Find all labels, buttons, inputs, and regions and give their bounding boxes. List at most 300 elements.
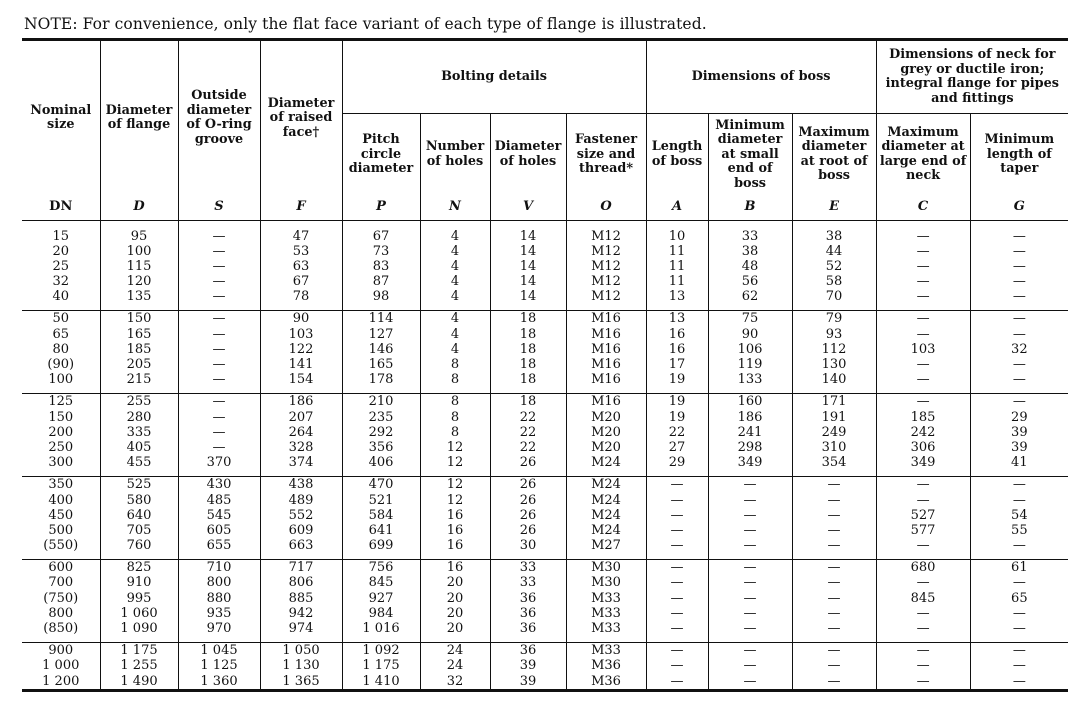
- cell-value: 114: [368, 311, 394, 327]
- cell-value: 705: [126, 522, 152, 538]
- cell-value: 55: [1011, 522, 1028, 538]
- cell-value: 140: [821, 372, 847, 388]
- cell-value: 14: [519, 228, 537, 244]
- cell-value: —: [212, 274, 226, 290]
- cell-value: M24: [591, 477, 621, 493]
- cell-value: 438: [288, 477, 314, 493]
- cell-value: 942: [288, 605, 314, 621]
- cell-value: —: [212, 289, 226, 305]
- cell-value: 800: [48, 605, 74, 621]
- cell-c: [876, 394, 970, 477]
- cell-dn: [22, 643, 100, 691]
- cell-value: M16: [591, 372, 621, 388]
- cell-value: —: [916, 311, 930, 327]
- cell-value: 122: [288, 341, 314, 357]
- cell-value: 699: [368, 538, 394, 554]
- cell-value: 12: [446, 492, 464, 508]
- cell-value: M12: [591, 274, 621, 290]
- cell-value: 18: [519, 394, 537, 410]
- cell-value: 405: [126, 439, 152, 455]
- cell-value: 640: [126, 507, 152, 523]
- cell-value: —: [212, 228, 226, 244]
- cell-value: 115: [126, 258, 152, 274]
- header-min-length-taper: Minimum length of taper: [970, 114, 1068, 196]
- symbol-p: P: [342, 196, 420, 221]
- cell-value: 22: [519, 424, 537, 440]
- cell-value: 185: [126, 341, 152, 357]
- cell-value: 16: [446, 560, 464, 576]
- header-fastener-size: Fastener size and thread*: [566, 114, 646, 196]
- cell-value: 825: [126, 560, 152, 576]
- cell-value: 935: [206, 605, 232, 621]
- cell-value: 1 360: [200, 673, 238, 689]
- cell-value: —: [212, 372, 226, 388]
- cell-value: 150: [48, 409, 74, 425]
- cell-value: 806: [288, 575, 314, 591]
- cell-value: —: [827, 575, 841, 591]
- cell-value: —: [1012, 311, 1026, 327]
- cell-value: 242: [910, 424, 936, 440]
- cell-value: M24: [591, 507, 621, 523]
- cell-value: 250: [48, 439, 74, 455]
- cell-value: 1 365: [282, 673, 320, 689]
- cell-value: —: [1012, 258, 1026, 274]
- header-min-diameter-small-end: Minimum diameter at small end of boss: [708, 114, 792, 196]
- cell-b: [708, 477, 792, 560]
- cell-d: [100, 643, 178, 691]
- cell-p: [342, 311, 420, 394]
- cell-v: [490, 220, 566, 311]
- cell-value: 1 255: [120, 658, 158, 674]
- cell-value: —: [743, 575, 757, 591]
- cell-value: (750): [43, 590, 79, 606]
- cell-value: 80: [52, 341, 70, 357]
- cell-value: 22: [519, 409, 537, 425]
- header-pitch-circle: Pitch circle diameter: [342, 114, 420, 196]
- symbol-o: O: [566, 196, 646, 221]
- cell-value: 32: [446, 673, 464, 689]
- cell-value: 280: [126, 409, 152, 425]
- cell-value: 67: [292, 274, 310, 290]
- header-raised-face: Diameter of raised face†: [260, 40, 342, 196]
- cell-v: [490, 311, 566, 394]
- cell-value: 33: [519, 560, 537, 576]
- cell-value: 103: [288, 326, 314, 342]
- cell-value: —: [916, 394, 930, 410]
- cell-value: 146: [368, 341, 394, 357]
- cell-value: 22: [519, 439, 537, 455]
- cell-value: —: [743, 522, 757, 538]
- cell-value: —: [212, 326, 226, 342]
- cell-value: 70: [825, 289, 843, 305]
- cell-value: M33: [591, 590, 621, 606]
- cell-value: 11: [668, 243, 686, 259]
- cell-a: [646, 643, 708, 691]
- table-row: [22, 311, 1068, 394]
- cell-g: [970, 311, 1068, 394]
- cell-value: —: [1012, 492, 1026, 508]
- cell-value: —: [827, 590, 841, 606]
- header-nominal-size: Nominal size: [30, 102, 92, 133]
- cell-value: 17: [668, 357, 686, 372]
- cell-value: 970: [206, 621, 232, 636]
- cell-a: [646, 394, 708, 477]
- cell-value: 26: [519, 507, 537, 523]
- cell-value: —: [212, 439, 226, 455]
- cell-value: 38: [825, 228, 843, 244]
- cell-dn: [22, 477, 100, 560]
- cell-value: 48: [741, 258, 759, 274]
- header-oring-groove: Outside diameter of O-ring groove: [178, 40, 260, 196]
- cell-value: —: [743, 643, 757, 659]
- cell-value: 4: [450, 243, 460, 259]
- cell-value: 527: [910, 507, 936, 523]
- cell-value: 160: [737, 394, 763, 410]
- cell-value: —: [1012, 326, 1026, 342]
- cell-value: 700: [48, 575, 74, 591]
- cell-value: —: [916, 228, 930, 244]
- cell-s: [178, 220, 260, 311]
- cell-value: 65: [52, 326, 70, 342]
- cell-c: [876, 220, 970, 311]
- cell-value: 141: [288, 357, 314, 372]
- cell-p: [342, 643, 420, 691]
- table-row: [22, 643, 1068, 691]
- cell-value: 1 092: [362, 643, 400, 659]
- cell-value: 406: [368, 455, 394, 471]
- cell-dn: [22, 311, 100, 394]
- cell-value: 14: [519, 258, 537, 274]
- cell-value: 1 000: [42, 658, 80, 674]
- cell-value: 98: [372, 289, 390, 305]
- cell-value: —: [916, 289, 930, 305]
- cell-value: 29: [668, 455, 686, 471]
- cell-v: [490, 560, 566, 643]
- cell-value: —: [670, 507, 684, 523]
- cell-v: [490, 394, 566, 477]
- cell-value: 11: [668, 258, 686, 274]
- cell-value: 374: [288, 455, 314, 471]
- cell-value: —: [670, 560, 684, 576]
- cell-value: M36: [591, 673, 621, 689]
- symbol-e: E: [792, 196, 876, 221]
- cell-value: 18: [519, 372, 537, 388]
- cell-o: [566, 560, 646, 643]
- cell-value: 710: [206, 560, 232, 576]
- cell-value: 100: [48, 372, 74, 388]
- cell-value: 16: [668, 326, 686, 342]
- cell-value: 106: [737, 341, 763, 357]
- cell-value: 370: [206, 455, 232, 471]
- cell-value: 125: [48, 394, 74, 410]
- cell-value: 470: [368, 477, 394, 493]
- cell-value: 300: [48, 455, 74, 471]
- cell-a: [646, 311, 708, 394]
- cell-o: [566, 220, 646, 311]
- cell-g: [970, 643, 1068, 691]
- cell-d: [100, 394, 178, 477]
- cell-value: 485: [206, 492, 232, 508]
- cell-value: 79: [825, 311, 843, 327]
- cell-value: —: [212, 357, 226, 372]
- cell-value: M33: [591, 643, 621, 659]
- cell-value: 78: [292, 289, 310, 305]
- cell-g: [970, 560, 1068, 643]
- cell-value: 845: [368, 575, 394, 591]
- cell-value: 335: [126, 424, 152, 440]
- cell-value: 26: [519, 477, 537, 493]
- symbol-d: D: [100, 196, 178, 221]
- cell-value: (850): [43, 621, 79, 636]
- cell-value: 56: [741, 274, 759, 290]
- cell-s: [178, 394, 260, 477]
- cell-value: 112: [821, 341, 847, 357]
- cell-value: 1 200: [42, 673, 80, 689]
- cell-value: 354: [821, 455, 847, 471]
- cell-d: [100, 220, 178, 311]
- cell-value: (90): [47, 357, 75, 372]
- cell-value: 32: [52, 274, 70, 290]
- cell-p: [342, 477, 420, 560]
- cell-o: [566, 394, 646, 477]
- cell-value: 95: [130, 228, 148, 244]
- cell-value: 605: [206, 522, 232, 538]
- cell-value: 12: [446, 439, 464, 455]
- cell-f: [260, 220, 342, 311]
- cell-value: 20: [446, 605, 464, 621]
- cell-value: 54: [1011, 507, 1028, 523]
- cell-value: 1 130: [282, 658, 320, 674]
- cell-value: M16: [591, 341, 621, 357]
- cell-value: M12: [591, 243, 621, 259]
- cell-value: —: [1012, 605, 1026, 621]
- cell-d: [100, 477, 178, 560]
- cell-value: —: [1012, 289, 1026, 305]
- cell-value: 4: [450, 274, 460, 290]
- cell-value: 4: [450, 341, 460, 357]
- cell-value: —: [1012, 673, 1026, 689]
- cell-value: 185: [910, 409, 936, 425]
- symbol-v: V: [490, 196, 566, 221]
- cell-f: [260, 643, 342, 691]
- symbol-n: N: [420, 196, 490, 221]
- cell-value: 39: [519, 673, 537, 689]
- cell-value: 25: [52, 258, 70, 274]
- cell-value: —: [1012, 243, 1026, 259]
- cell-value: 165: [368, 357, 394, 372]
- cell-value: 984: [368, 605, 394, 621]
- cell-d: [100, 560, 178, 643]
- cell-value: M24: [591, 455, 621, 471]
- cell-value: 191: [821, 409, 847, 425]
- cell-n: [420, 394, 490, 477]
- cell-value: 36: [519, 621, 537, 636]
- cell-value: 154: [288, 372, 314, 388]
- cell-value: 61: [1011, 560, 1028, 576]
- cell-value: 62: [741, 289, 759, 305]
- cell-value: M20: [591, 409, 621, 425]
- cell-value: 67: [372, 228, 390, 244]
- cell-value: 18: [519, 326, 537, 342]
- cell-value: 880: [206, 590, 232, 606]
- cell-value: —: [670, 658, 684, 674]
- cell-value: 87: [372, 274, 390, 290]
- cell-value: 16: [446, 522, 464, 538]
- cell-value: —: [827, 560, 841, 576]
- cell-value: 680: [910, 560, 936, 576]
- cell-a: [646, 560, 708, 643]
- cell-value: —: [1012, 372, 1026, 388]
- cell-value: 19: [668, 409, 686, 425]
- cell-value: 130: [821, 357, 847, 372]
- cell-value: 20: [446, 621, 464, 636]
- cell-value: 663: [288, 538, 314, 554]
- cell-value: 63: [292, 258, 310, 274]
- cell-value: 298: [737, 439, 763, 455]
- cell-b: [708, 560, 792, 643]
- cell-value: 13: [668, 311, 686, 327]
- cell-value: 580: [126, 492, 152, 508]
- cell-value: 120: [126, 274, 152, 290]
- cell-value: 241: [737, 424, 763, 440]
- cell-value: —: [670, 643, 684, 659]
- header-max-diameter-large-end: Maximum diameter at large end of neck: [876, 114, 970, 196]
- symbol-s: S: [178, 196, 260, 221]
- cell-value: —: [916, 274, 930, 290]
- cell-value: 36: [519, 605, 537, 621]
- cell-value: M12: [591, 289, 621, 305]
- cell-value: 16: [446, 507, 464, 523]
- cell-value: 27: [668, 439, 686, 455]
- cell-value: 974: [288, 621, 314, 636]
- cell-value: —: [1012, 538, 1026, 554]
- cell-value: —: [827, 522, 841, 538]
- cell-value: 50: [52, 311, 70, 327]
- symbol-f: F: [260, 196, 342, 221]
- cell-n: [420, 643, 490, 691]
- cell-value: 995: [126, 590, 152, 606]
- cell-value: —: [916, 673, 930, 689]
- table-row: [22, 220, 1068, 311]
- cell-value: 39: [1011, 439, 1028, 455]
- cell-value: 885: [288, 590, 314, 606]
- cell-value: M16: [591, 326, 621, 342]
- cell-value: 292: [368, 424, 394, 440]
- cell-value: 255: [126, 394, 152, 410]
- cell-value: M20: [591, 424, 621, 440]
- cell-value: M16: [591, 394, 621, 410]
- cell-value: —: [827, 492, 841, 508]
- cell-value: —: [212, 424, 226, 440]
- cell-e: [792, 311, 876, 394]
- cell-e: [792, 394, 876, 477]
- cell-value: —: [212, 258, 226, 274]
- cell-e: [792, 643, 876, 691]
- cell-value: —: [670, 492, 684, 508]
- cell-value: 127: [368, 326, 394, 342]
- cell-value: 33: [519, 575, 537, 591]
- cell-value: 73: [372, 243, 390, 259]
- flange-dimensions-table: [22, 38, 1068, 692]
- cell-value: 1 045: [200, 643, 238, 659]
- cell-value: —: [827, 605, 841, 621]
- cell-value: 39: [519, 658, 537, 674]
- header-length-of-boss: Length of boss: [646, 114, 708, 196]
- symbol-g: G: [970, 196, 1068, 221]
- cell-b: [708, 220, 792, 311]
- cell-value: 655: [206, 538, 232, 554]
- cell-value: —: [916, 605, 930, 621]
- cell-value: 18: [519, 357, 537, 372]
- cell-value: —: [916, 243, 930, 259]
- cell-value: —: [827, 621, 841, 636]
- cell-value: 577: [910, 522, 936, 538]
- cell-value: (550): [43, 538, 79, 554]
- cell-value: —: [827, 673, 841, 689]
- cell-value: —: [916, 643, 930, 659]
- cell-value: 756: [368, 560, 394, 576]
- cell-value: —: [212, 409, 226, 425]
- cell-value: —: [670, 477, 684, 493]
- cell-value: M12: [591, 228, 621, 244]
- cell-value: 83: [372, 258, 390, 274]
- cell-value: 38: [741, 243, 759, 259]
- cell-b: [708, 311, 792, 394]
- cell-value: 24: [446, 643, 464, 659]
- cell-value: 150: [126, 311, 152, 327]
- cell-value: 90: [292, 311, 310, 327]
- symbol-dn: DN: [22, 196, 100, 221]
- cell-value: 93: [825, 326, 843, 342]
- cell-b: [708, 643, 792, 691]
- cell-value: —: [916, 621, 930, 636]
- cell-value: —: [1012, 575, 1026, 591]
- cell-value: —: [743, 621, 757, 636]
- cell-value: 24: [446, 658, 464, 674]
- cell-value: 545: [206, 507, 232, 523]
- cell-value: 186: [288, 394, 314, 410]
- cell-f: [260, 394, 342, 477]
- cell-value: —: [916, 538, 930, 554]
- cell-value: 1 090: [120, 621, 158, 636]
- cell-value: —: [670, 575, 684, 591]
- cell-value: 1 175: [120, 643, 158, 659]
- symbol-b: B: [708, 196, 792, 221]
- cell-value: 8: [450, 409, 460, 425]
- cell-value: 4: [450, 289, 460, 305]
- cell-f: [260, 477, 342, 560]
- cell-dn: [22, 220, 100, 311]
- cell-value: M30: [591, 560, 621, 576]
- cell-value: —: [1012, 643, 1026, 659]
- cell-value: 186: [737, 409, 763, 425]
- header-dimensions-of-neck: Dimensions of neck for grey or ductile iron; integral flange for pipes and fittings: [876, 40, 1068, 114]
- cell-value: 215: [126, 372, 152, 388]
- cell-value: 430: [206, 477, 232, 493]
- cell-o: [566, 477, 646, 560]
- symbol-a: A: [646, 196, 708, 221]
- cell-value: 65: [1011, 590, 1028, 606]
- cell-value: 32: [1011, 341, 1028, 357]
- cell-value: 910: [126, 575, 152, 591]
- cell-value: 600: [48, 560, 74, 576]
- cell-value: —: [670, 621, 684, 636]
- cell-value: 717: [288, 560, 314, 576]
- cell-value: —: [743, 492, 757, 508]
- cell-value: 900: [48, 643, 74, 659]
- cell-value: —: [916, 357, 930, 372]
- cell-value: —: [827, 658, 841, 674]
